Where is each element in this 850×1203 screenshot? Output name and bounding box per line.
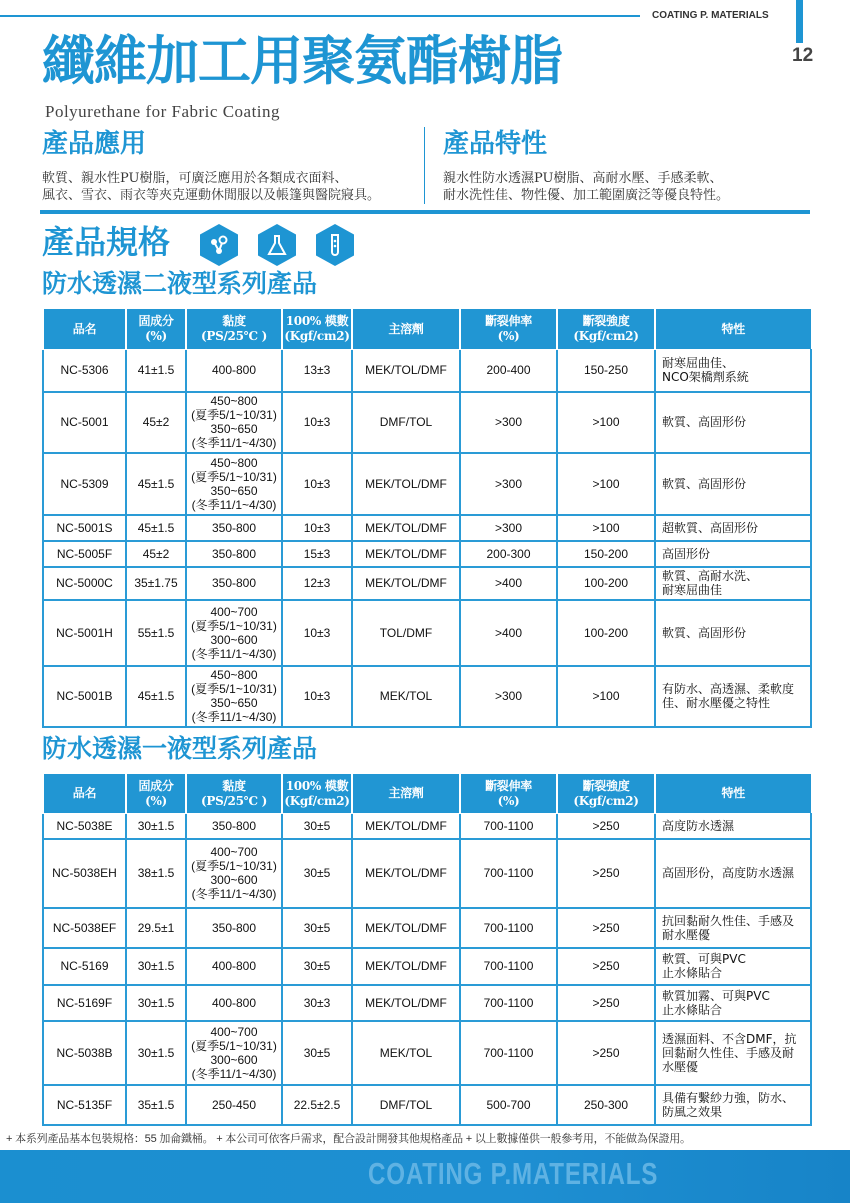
table-cell: 高固形份，高度防水透濕 [655, 839, 811, 908]
one-part-heading: 防水透濕一液型系列產品 [42, 734, 318, 763]
table-row [43, 666, 811, 727]
table-cell: 450~800 (夏季5/1~10/31) 350~650 (冬季11/1~4/30) [186, 392, 282, 453]
table-cell: DMF/TOL [352, 392, 460, 453]
application-heading: 產品應用 [42, 129, 147, 159]
table-cell: 700-1100 [460, 908, 557, 948]
table-cell: NC-5169 [43, 948, 126, 985]
table-cell: 具備有繫紗力強，防水、 防風之效果 [655, 1085, 811, 1125]
table-cell: >100 [557, 392, 655, 453]
table-cell: MEK/TOL/DMF [352, 541, 460, 567]
table-cell: NC-5001 [43, 392, 126, 453]
test-tube-icon [316, 224, 354, 266]
column-header: 黏度 (PS/25℃ ) [186, 774, 282, 814]
column-header: 特性 [655, 774, 811, 814]
table-cell: 透濕面料、不含DMF，抗 回黏耐久性佳、手感及耐 水壓優 [655, 1021, 811, 1085]
table-cell: NC-5000C [43, 567, 126, 600]
table-cell: >300 [460, 453, 557, 515]
table-cell: >100 [557, 515, 655, 541]
table-cell: 100-200 [557, 567, 655, 600]
column-divider [424, 127, 425, 204]
table-cell: 55±1.5 [126, 600, 186, 666]
table-row [43, 839, 811, 908]
table-row [43, 814, 811, 839]
table-cell: MEK/TOL/DMF [352, 985, 460, 1021]
section-rule [40, 210, 810, 214]
table-row [43, 541, 811, 567]
table-header-row [43, 309, 811, 350]
table-cell: 13±3 [282, 350, 352, 392]
table-cell: 45±2 [126, 541, 186, 567]
table-cell: >100 [557, 666, 655, 727]
table-cell: 軟質、高耐水洗、 耐寒屈曲佳 [655, 567, 811, 600]
table-row [43, 985, 811, 1021]
page-marker [796, 0, 803, 43]
table-cell: MEK/TOL/DMF [352, 948, 460, 985]
table-cell: NC-5135F [43, 1085, 126, 1125]
table-cell: 10±3 [282, 515, 352, 541]
table-cell: 29.5±1 [126, 908, 186, 948]
table-cell: 軟質、可與PVC 止水條貼合 [655, 948, 811, 985]
table-row [43, 1021, 811, 1085]
table-cell: NC-5038E [43, 814, 126, 839]
table-cell: 30±1.5 [126, 814, 186, 839]
table-cell: 30±3 [282, 985, 352, 1021]
table-cell: MEK/TOL/DMF [352, 839, 460, 908]
table-cell: NC-5001B [43, 666, 126, 727]
table-row [43, 515, 811, 541]
features-text: 親水性防水透濕PU樹脂、高耐水壓、手感柔軟、 耐水洗性佳、物性優、加工範圍廣泛等優良特性。 [443, 171, 730, 203]
table-cell: 軟質、高固形份 [655, 392, 811, 453]
column-header: 固成分 (%) [126, 309, 186, 350]
table-cell: >250 [557, 1021, 655, 1085]
table-cell: 700-1100 [460, 948, 557, 985]
table-cell: 15±3 [282, 541, 352, 567]
column-header: 斷裂強度 (Kgf/cm2) [557, 774, 655, 814]
table-row [43, 392, 811, 453]
table-cell: 30±5 [282, 908, 352, 948]
table-cell: 250-300 [557, 1085, 655, 1125]
table-cell: 400~700 (夏季5/1~10/31) 300~600 (冬季11/1~4/30) [186, 1021, 282, 1085]
footnote: + 本系列產品基本包裝規格：55 加侖鐵桶。 + 本公司可依客戶需求，配合設計開發其他規格產品 + 以上數據僅供一般參考用，不能做為保證用。 [6, 1133, 691, 1145]
table-cell: MEK/TOL/DMF [352, 515, 460, 541]
column-header: 100% 模數 (Kgf/cm2) [282, 309, 352, 350]
table-cell: NC-5001H [43, 600, 126, 666]
table-cell: MEK/TOL/DMF [352, 453, 460, 515]
table-cell: 35±1.5 [126, 1085, 186, 1125]
table-cell: 高度防水透濕 [655, 814, 811, 839]
table-cell: MEK/TOL/DMF [352, 350, 460, 392]
table-cell: 軟質加霧、可與PVC 止水條貼合 [655, 985, 811, 1021]
table-cell: 22.5±2.5 [282, 1085, 352, 1125]
table-cell: NC-5309 [43, 453, 126, 515]
table-cell: >400 [460, 600, 557, 666]
table-cell: MEK/TOL/DMF [352, 567, 460, 600]
table-row [43, 908, 811, 948]
table-cell: 30±1.5 [126, 985, 186, 1021]
table-cell: MEK/TOL/DMF [352, 814, 460, 839]
table-cell: NC-5001S [43, 515, 126, 541]
table-cell: 400-800 [186, 948, 282, 985]
table-row [43, 600, 811, 666]
table-cell: 500-700 [460, 1085, 557, 1125]
table-cell: NC-5038B [43, 1021, 126, 1085]
table-cell: 10±3 [282, 453, 352, 515]
table-cell: DMF/TOL [352, 1085, 460, 1125]
table-cell: NC-5169F [43, 985, 126, 1021]
page-number: 12 [792, 45, 814, 66]
table-cell: 45±2 [126, 392, 186, 453]
table-cell: 10±3 [282, 666, 352, 727]
features-heading: 產品特性 [443, 129, 548, 159]
table-cell: 45±1.5 [126, 666, 186, 727]
column-header: 主溶劑 [352, 774, 460, 814]
table-cell: >400 [460, 567, 557, 600]
table-cell: 10±3 [282, 392, 352, 453]
column-header: 品名 [43, 309, 126, 350]
table-cell: MEK/TOL [352, 666, 460, 727]
table-cell: 30±5 [282, 839, 352, 908]
page-subtitle: Polyurethane for Fabric Coating [45, 102, 281, 121]
table-cell: >250 [557, 985, 655, 1021]
table-cell: >300 [460, 515, 557, 541]
table-cell: 700-1100 [460, 839, 557, 908]
table-cell: 35±1.75 [126, 567, 186, 600]
table-cell: >300 [460, 392, 557, 453]
one-part-spec-table [42, 773, 812, 1126]
table-cell: >100 [557, 453, 655, 515]
table-cell: MEK/TOL [352, 1021, 460, 1085]
table-cell: 200-300 [460, 541, 557, 567]
table-cell: 700-1100 [460, 1021, 557, 1085]
molecule-icon [200, 224, 238, 266]
column-header: 品名 [43, 774, 126, 814]
table-cell: 400-800 [186, 985, 282, 1021]
table-cell: 100-200 [557, 600, 655, 666]
column-header: 斷裂強度 (Kgf/cm2) [557, 309, 655, 350]
table-cell: >300 [460, 666, 557, 727]
table-row [43, 453, 811, 515]
table-cell: 45±1.5 [126, 453, 186, 515]
brand-label: COATING P. MATERIALS [652, 10, 769, 21]
table-cell: 30±1.5 [126, 1021, 186, 1085]
table-cell: MEK/TOL/DMF [352, 908, 460, 948]
table-cell: >250 [557, 948, 655, 985]
table-cell: 450~800 (夏季5/1~10/31) 350~650 (冬季11/1~4/30) [186, 666, 282, 727]
table-cell: 700-1100 [460, 985, 557, 1021]
table-cell: 抗回黏耐久性佳、手感及 耐水壓優 [655, 908, 811, 948]
column-header: 斷裂伸率 (%) [460, 309, 557, 350]
table-row [43, 1085, 811, 1125]
table-cell: 450~800 (夏季5/1~10/31) 350~650 (冬季11/1~4/30) [186, 453, 282, 515]
table-cell: 12±3 [282, 567, 352, 600]
table-cell: 150-250 [557, 350, 655, 392]
table-cell: 350-800 [186, 908, 282, 948]
footer-brand: COATING P.MATERIALS [368, 1156, 659, 1191]
two-part-spec-table [42, 308, 812, 728]
application-text: 軟質、親水性PU樹脂，可廣泛應用於各類成衣面料、 風衣、雪衣、雨衣等夾克運動休閒服以及帳篷與醫院寢具。 [42, 171, 381, 203]
column-header: 100% 模數 (Kgf/cm2) [282, 774, 352, 814]
table-cell: 350-800 [186, 515, 282, 541]
two-part-heading: 防水透濕二液型系列產品 [42, 269, 318, 298]
table-cell: 350-800 [186, 814, 282, 839]
table-cell: 30±5 [282, 814, 352, 839]
table-row [43, 948, 811, 985]
table-cell: TOL/DMF [352, 600, 460, 666]
table-cell: 30±5 [282, 1021, 352, 1085]
table-cell: NC-5005F [43, 541, 126, 567]
table-cell: 高固形份 [655, 541, 811, 567]
table-cell: 30±5 [282, 948, 352, 985]
column-header: 特性 [655, 309, 811, 350]
table-cell: 超軟質、高固形份 [655, 515, 811, 541]
table-cell: >250 [557, 908, 655, 948]
table-cell: 350-800 [186, 567, 282, 600]
column-header: 主溶劑 [352, 309, 460, 350]
table-cell: 400~700 (夏季5/1~10/31) 300~600 (冬季11/1~4/30) [186, 839, 282, 908]
table-cell: 45±1.5 [126, 515, 186, 541]
table-cell: 700-1100 [460, 814, 557, 839]
spec-heading: 產品規格 [42, 223, 171, 261]
table-cell: 350-800 [186, 541, 282, 567]
table-cell: 軟質、高固形份 [655, 600, 811, 666]
table-cell: NC-5038EF [43, 908, 126, 948]
table-cell: 30±1.5 [126, 948, 186, 985]
table-cell: 有防水、高透濕、柔軟度 佳、耐水壓優之特性 [655, 666, 811, 727]
table-header-row [43, 774, 811, 814]
table-cell: NC-5038EH [43, 839, 126, 908]
column-header: 斷裂伸率 (%) [460, 774, 557, 814]
table-cell: 軟質、高固形份 [655, 453, 811, 515]
table-cell: 38±1.5 [126, 839, 186, 908]
table-cell: 400-800 [186, 350, 282, 392]
column-header: 固成分 (%) [126, 774, 186, 814]
table-cell: 41±1.5 [126, 350, 186, 392]
table-cell: 150-200 [557, 541, 655, 567]
page-title: 纖維加工用聚氨酯樹脂 [42, 30, 562, 92]
table-cell: 10±3 [282, 600, 352, 666]
table-cell: 250-450 [186, 1085, 282, 1125]
table-cell: >250 [557, 839, 655, 908]
table-row [43, 350, 811, 392]
top-rule [0, 15, 640, 17]
table-cell: NC-5306 [43, 350, 126, 392]
table-cell: 耐寒屈曲佳、 NCO架橋劑系統 [655, 350, 811, 392]
table-cell: >250 [557, 814, 655, 839]
table-cell: 400~700 (夏季5/1~10/31) 300~600 (冬季11/1~4/30) [186, 600, 282, 666]
column-header: 黏度 (PS/25℃ ) [186, 309, 282, 350]
table-cell: 200-400 [460, 350, 557, 392]
flask-icon [258, 224, 296, 266]
table-row [43, 567, 811, 600]
